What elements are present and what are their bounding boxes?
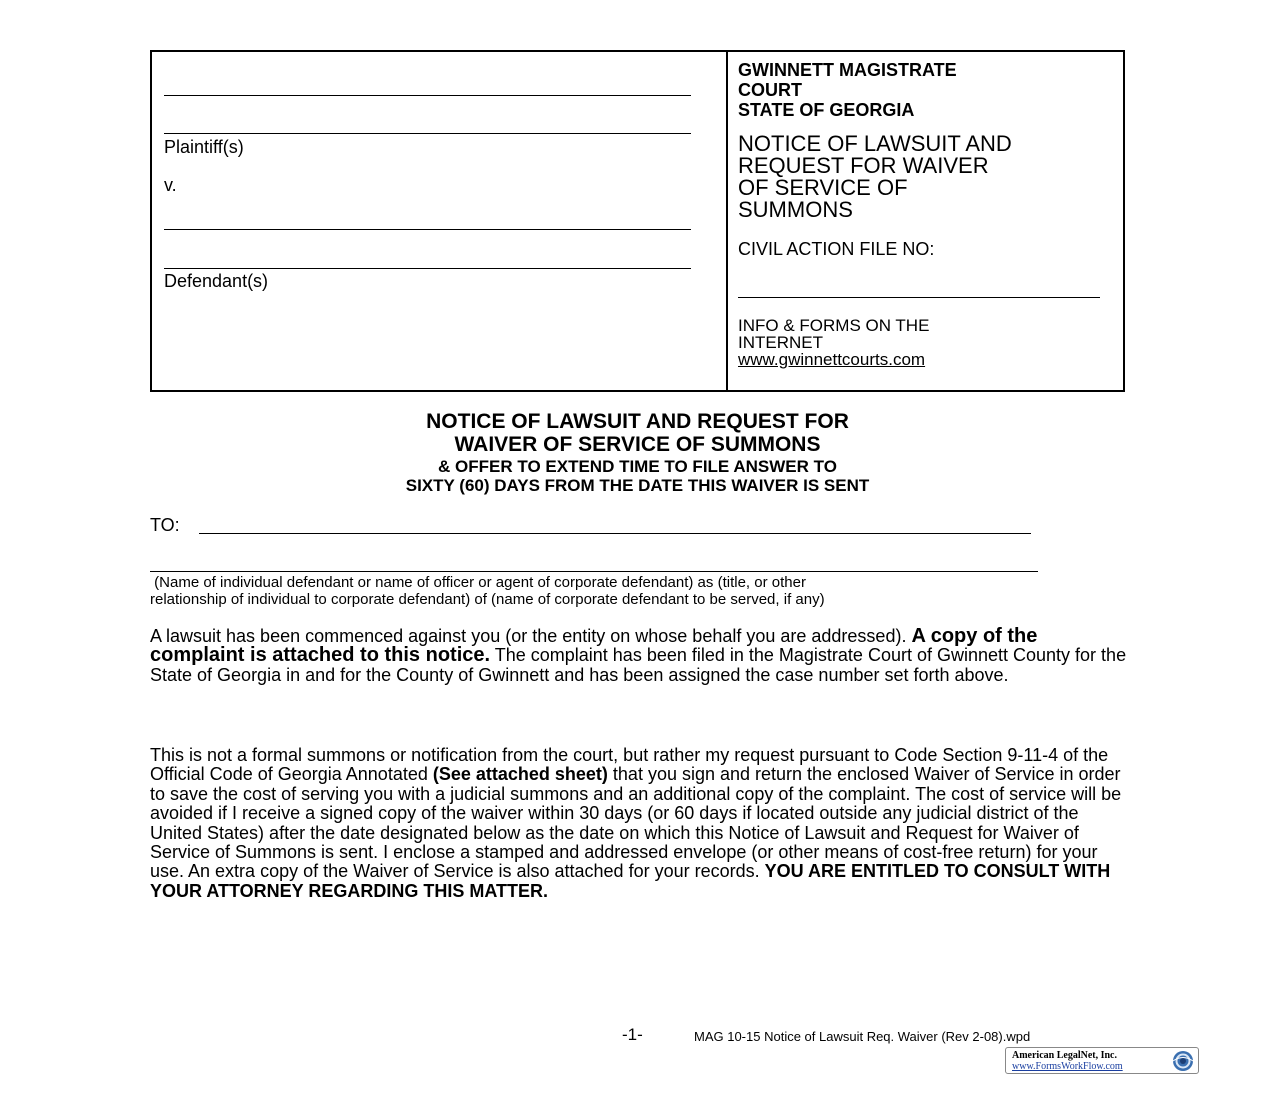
plaintiff-line-1 <box>164 95 691 96</box>
notice-title-line: OF SERVICE OF <box>738 175 908 200</box>
plaintiff-line-2 <box>164 133 691 134</box>
defendant-line-2 <box>164 268 691 269</box>
info-line: INFO & FORMS ON THE <box>738 316 930 335</box>
caption-notice-title <box>738 133 1118 221</box>
vendor-badge[interactable] <box>1005 1047 1199 1074</box>
court-line: COURT <box>738 80 802 100</box>
paragraph-text: The complaint has been filed in the Magistrate Court of Gwinnett County for the State of Georgia in and for the County of Gwinnett and has been assigned the case number set forth above. <box>150 645 1127 685</box>
notice-title-line: REQUEST FOR WAIVER <box>738 153 989 178</box>
notice-title-line: SUMMONS <box>738 197 853 222</box>
civil-action-label: CIVIL ACTION FILE NO: <box>738 239 935 259</box>
case-caption-box <box>150 50 1125 392</box>
see-attached-sheet: (See attached sheet) <box>432 764 608 785</box>
info-forms <box>738 317 1038 368</box>
court-website-link[interactable]: www.gwinnettcourts.com <box>738 350 926 369</box>
notice-title-line: NOTICE OF LAWSUIT AND <box>738 131 1012 156</box>
info-line: INTERNET <box>738 333 823 352</box>
paragraph-text: A lawsuit has been commenced against you (or the entity on whose behalf you are addressed). <box>150 626 912 646</box>
document-subtitle-line-1: & OFFER TO EXTEND TIME TO FILE ANSWER TO <box>438 457 837 476</box>
to-line-2 <box>150 571 1038 572</box>
globe-logo-icon <box>1171 1049 1195 1073</box>
paragraph-text: that you sign and return the enclosed Waiver of Service in order to save the cost of serving you with a judicial summons and an additional copy of the complaint. The cost of service will be avoided if I receive a signed copy of the waiver within 30 days (or 60 days if located outside any judicial district of the United States) after the date designated below as the date on which this Notice of Lawsuit and Request for Waiver of Service of Summons is sent. I enclose a stamped and addressed envelope (or other means of cost-free return) for your use. An extra copy of the Waiver of Service is also attached for your records. <box>150 764 1122 882</box>
vendor-name: American LegalNet, Inc. <box>1012 1050 1117 1061</box>
form-identifier: MAG 10-15 Notice of Lawsuit Req. Waiver (Rev 2-08).wpd <box>694 1029 1031 1044</box>
waiver-request-paragraph <box>150 746 1135 901</box>
court-line: GWINNETT MAGISTRATE <box>738 60 957 80</box>
caption-divider <box>726 52 728 390</box>
document-subtitle-line-2: SIXTY (60) DAYS FROM THE DATE THIS WAIVER IS SENT <box>405 476 870 495</box>
court-name <box>738 60 1078 120</box>
hint-line: (Name of individual defendant or name of officer or agent of corporate defendant) as (title, or other <box>150 574 806 591</box>
to-label: TO: <box>150 515 180 535</box>
versus-label: v. <box>164 175 177 195</box>
vendor-url[interactable]: www.FormsWorkFlow.com <box>1012 1061 1123 1072</box>
paragraph-text: This is not a formal summons or notification from the court, but rather my request pursuant to Code Section 9-11-4 of the Official Code of Georgia Annotated <box>150 745 1109 785</box>
page-number: -1- <box>622 1025 643 1044</box>
defendant-line-1 <box>164 229 691 230</box>
defendant-label: Defendant(s) <box>164 271 269 291</box>
attorney-warning: YOU ARE ENTITLED TO CONSULT WITH YOUR ATTORNEY REGARDING THIS MATTER. <box>150 861 1111 901</box>
civil-action-line <box>738 297 1100 298</box>
hint-line: relationship of individual to corporate defendant) of (name of corporate defendant to be served, if any) <box>150 591 825 608</box>
complaint-attached-notice: A copy of the complaint is attached to this notice. <box>150 625 1038 667</box>
lawsuit-paragraph <box>150 627 1135 685</box>
document-title-line-1: NOTICE OF LAWSUIT AND REQUEST FOR <box>426 410 849 433</box>
court-line: STATE OF GEORGIA <box>738 100 915 120</box>
to-line-1 <box>199 533 1031 534</box>
document-title-line-2: WAIVER OF SERVICE OF SUMMONS <box>454 433 821 456</box>
recipient-name-hint <box>150 574 1110 608</box>
plaintiff-label: Plaintiff(s) <box>164 137 244 157</box>
